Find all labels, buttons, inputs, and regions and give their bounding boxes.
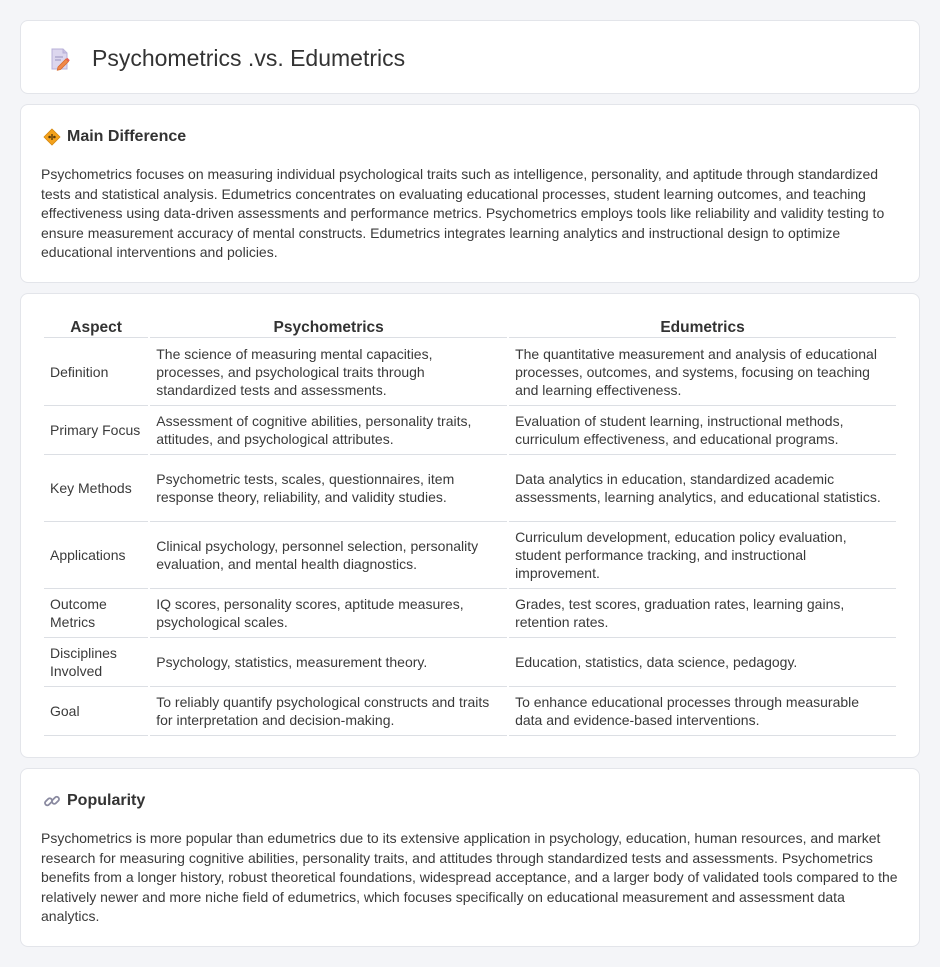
aspect-cell: Primary Focus bbox=[44, 406, 148, 455]
section-title: Popularity bbox=[67, 792, 146, 809]
aspect-cell: Disciplines Involved bbox=[44, 638, 148, 687]
table-row bbox=[44, 522, 896, 589]
edumetrics-cell: To enhance educational processes through measurable data and evidence-based interventions. bbox=[509, 687, 896, 736]
edumetrics-cell: Curriculum development, education policy evaluation, student performance tracking, and instructional improvement. bbox=[509, 522, 896, 589]
header-aspect: Aspect bbox=[44, 316, 148, 338]
table-row bbox=[44, 589, 896, 638]
aspect-cell: Definition bbox=[44, 338, 148, 406]
page-title: Psychometrics .vs. Edumetrics bbox=[92, 45, 406, 71]
aspect-cell: Applications bbox=[44, 522, 148, 589]
popularity-text: Psychometrics is more popular than edumetrics due to its extensive application in psychology, education, human resources, and market research for measuring cognitive abilities, personality traits, and attitudes through standardized tests and assessments. Psychometrics benefits from a longer history, robust theoretical foundations, widespread acceptance, and a larger body of validated tools compared to the relatively newer and more niche field of edumetrics, which focuses specifically on educational measurement and assessment data analytics. bbox=[41, 830, 898, 925]
table-row bbox=[44, 687, 896, 736]
psychometrics-cell: Clinical psychology, personnel selection, personality evaluation, and mental health diagnostics. bbox=[150, 522, 507, 589]
edumetrics-cell: Data analytics in education, standardized academic assessments, learning analytics, and educational statistics. bbox=[509, 455, 896, 522]
aspect-cell: Key Methods bbox=[44, 455, 148, 522]
table-row bbox=[44, 638, 896, 687]
psychometrics-cell: Psychology, statistics, measurement theory. bbox=[150, 638, 507, 687]
section-title: Main Difference bbox=[67, 128, 187, 145]
table-row bbox=[44, 406, 896, 455]
aspect-cell: Goal bbox=[44, 687, 148, 736]
comparison-table bbox=[42, 316, 898, 736]
edumetrics-cell: The quantitative measurement and analysis of educational processes, outcomes, and systems, focusing on teaching and learning effectiveness. bbox=[509, 338, 896, 406]
main-difference-section bbox=[20, 104, 920, 283]
psychometrics-cell: IQ scores, personality scores, aptitude measures, psychological scales. bbox=[150, 589, 507, 638]
main-difference-text: Psychometrics focuses on measuring individual psychological traits such as intelligence, personality, and aptitude through standardized tests and statistical analysis. Edumetrics concentrates on evaluating educational processes, student learning outcomes, and teaching effectiveness using data-driven assessments and performance metrics. Psychometrics employs tools like reliability and validity testing to ensure measurement accuracy of mental constructs. Edumetrics integrates learning analytics and instructional design to optimize educational interventions and policies. bbox=[41, 166, 885, 261]
edumetrics-cell: Education, statistics, data science, pedagogy. bbox=[509, 638, 896, 687]
header-edumetrics: Edumetrics bbox=[509, 316, 896, 338]
header-psychometrics: Psychometrics bbox=[150, 316, 507, 338]
aspect-cell: Outcome Metrics bbox=[44, 589, 148, 638]
popularity-section bbox=[20, 768, 920, 947]
document-pencil-icon bbox=[49, 47, 71, 71]
table-row bbox=[44, 455, 896, 522]
psychometrics-cell: Psychometric tests, scales, questionnaires, item response theory, reliability, and validity studies. bbox=[150, 455, 507, 522]
edumetrics-cell: Evaluation of student learning, instructional methods, curriculum effectiveness, and educational programs. bbox=[509, 406, 896, 455]
psychometrics-cell: Assessment of cognitive abilities, personality traits, attitudes, and psychological attributes. bbox=[150, 406, 507, 455]
table-header-row bbox=[44, 316, 896, 338]
link-icon bbox=[43, 792, 61, 810]
table-row bbox=[44, 338, 896, 406]
psychometrics-cell: To reliably quantify psychological constructs and traits for interpretation and decision-making. bbox=[150, 687, 507, 736]
edumetrics-cell: Grades, test scores, graduation rates, learning gains, retention rates. bbox=[509, 589, 896, 638]
header-card bbox=[20, 20, 920, 94]
psychometrics-cell: The science of measuring mental capacities, processes, and psychological traits through standardized tests and assessments. bbox=[150, 338, 507, 406]
comparison-section bbox=[20, 293, 920, 758]
diamond-warning-icon bbox=[43, 128, 61, 146]
